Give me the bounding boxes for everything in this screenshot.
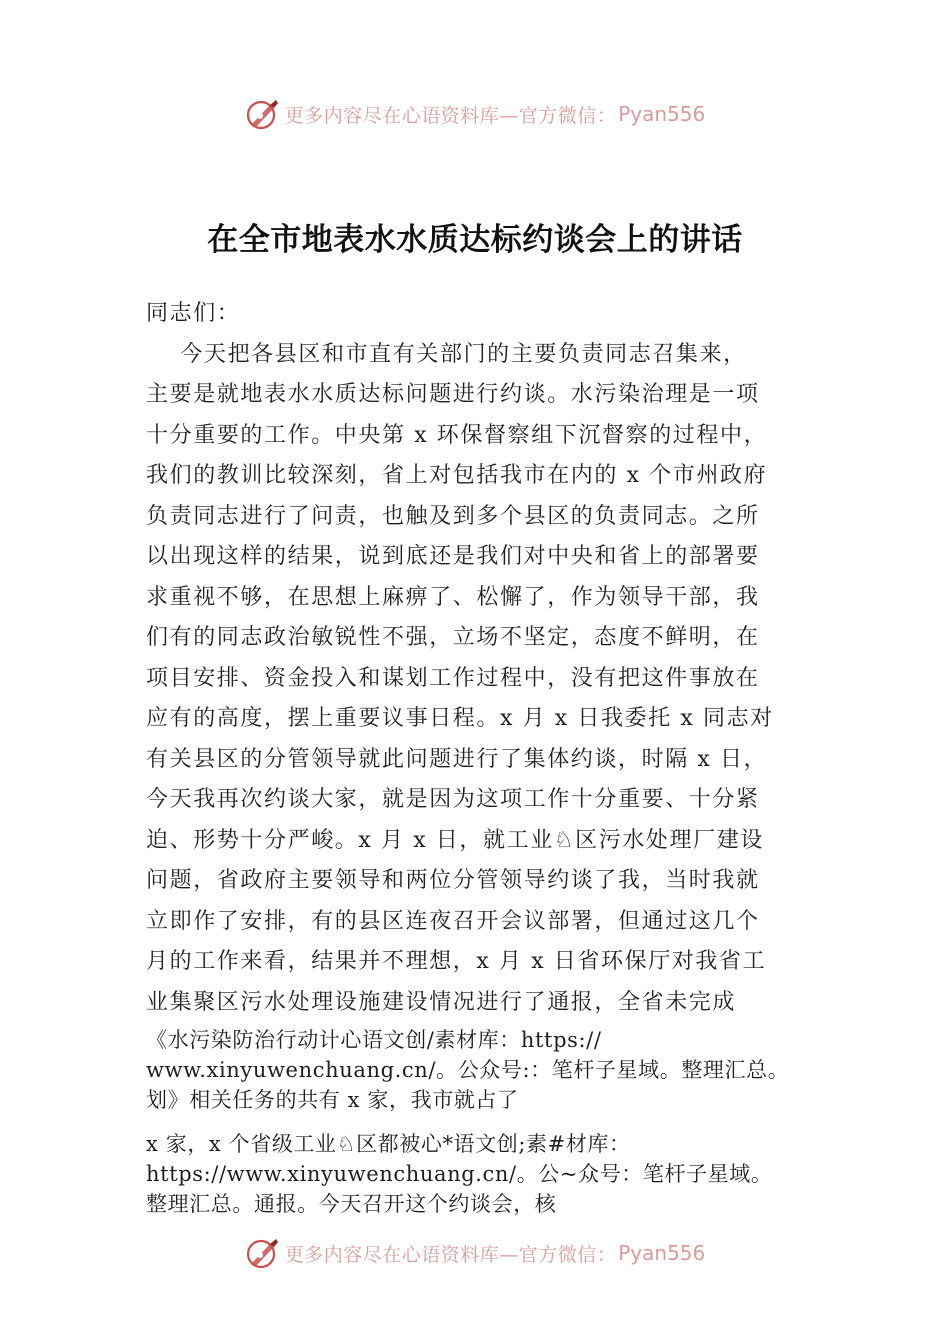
inserted-text-block-b bbox=[146, 1129, 846, 1219]
paragraph-line: 问题，省政府主要领导和两位分管领导约谈了我，当时我就 bbox=[146, 868, 760, 893]
paragraph-line: 十分重要的工作。中央第 x 环保督察组下沉督察的过程中， bbox=[146, 422, 768, 448]
paragraph-line: 今天我再次约谈大家，就是因为这项工作十分重要、十分紧 bbox=[146, 787, 760, 812]
inserted-line: 划》相关任务的共有 x 家，我市就占了 bbox=[146, 1088, 519, 1112]
inserted-line: https://www.xinyuwenchuang.cn/。公~众号：笔杆子星域。 bbox=[146, 1162, 773, 1186]
inserted-line: 《水污染防治行动计心语文创/素材库：https:// bbox=[146, 1028, 602, 1052]
salutation: 同志们： bbox=[146, 301, 241, 326]
paragraph-line: 立即作了安排，有的县区连夜召开会议部署，但通过这几个 bbox=[146, 908, 760, 934]
paragraph-line: 负责同志进行了问责，也触及到多个县区的负责同志。之所 bbox=[146, 503, 760, 529]
inserted-line: www.xinyuwenchuang.cn/。公众号:：笔杆子星域。整理汇总。 bbox=[146, 1058, 790, 1082]
paragraph-line: 有关县区的分管领导就此问题进行了集体约谈，时隔 x 日， bbox=[146, 746, 768, 772]
pen-logo-icon bbox=[245, 1236, 279, 1270]
paragraph-line: 项目安排、资金投入和谋划工作过程中，没有把这件事放在 bbox=[146, 665, 760, 691]
watermark-text: 更多内容尽在心语资料库—官方微信： bbox=[284, 104, 617, 127]
paragraph-line: 求重视不够，在思想上麻痹了、松懈了，作为领导干部，我 bbox=[146, 584, 760, 610]
header-watermark-banner bbox=[0, 94, 950, 134]
inserted-line: x 家，x 个省级工业♘区都被心*语文创;素#材库： bbox=[146, 1132, 631, 1156]
document-body bbox=[146, 294, 816, 1023]
paragraph-line: 以出现这样的结果，说到底还是我们对中央和省上的部署要 bbox=[146, 544, 760, 569]
watermark-text: 更多内容尽在心语资料库—官方微信： bbox=[284, 1243, 617, 1266]
paragraph-line: 应有的高度，摆上重要议事日程。x 月 x 日我委托 x 同志对 bbox=[146, 706, 774, 731]
inserted-line: 整理汇总。通报。今天召开这个约谈会，核 bbox=[146, 1192, 557, 1216]
wechat-id: Pyan556 bbox=[618, 102, 706, 126]
paragraph-line: 我们的教训比较深刻，省上对包括我市在内的 x 个市州政府 bbox=[146, 463, 768, 488]
inserted-text-block-a bbox=[146, 1025, 846, 1115]
paragraph-line: 业集聚区污水处理设施建设情况进行了通报，全省未完成 bbox=[146, 989, 737, 1015]
paragraph-line: 主要是就地表水水质达标问题进行约谈。水污染治理是一项 bbox=[146, 382, 760, 407]
document-title: 在全市地表水水质达标约谈会上的讲话 bbox=[207, 222, 743, 258]
paragraph-line: 月的工作来看，结果并不理想，x 月 x 日省环保厅对我省工 bbox=[146, 949, 767, 974]
paragraph-line: 今天把各县区和市直有关部门的主要负责同志召集来， bbox=[146, 341, 747, 367]
wechat-id: Pyan556 bbox=[618, 1241, 706, 1265]
paragraph-line: 们有的同志政治敏锐性不强，立场不坚定，态度不鲜明，在 bbox=[146, 625, 760, 650]
footer-watermark-banner bbox=[0, 1233, 950, 1273]
pen-logo-icon bbox=[245, 97, 279, 131]
paragraph-line: 迫、形势十分严峻。x 月 x 日，就工业♘区污水处理厂建设 bbox=[146, 827, 764, 853]
